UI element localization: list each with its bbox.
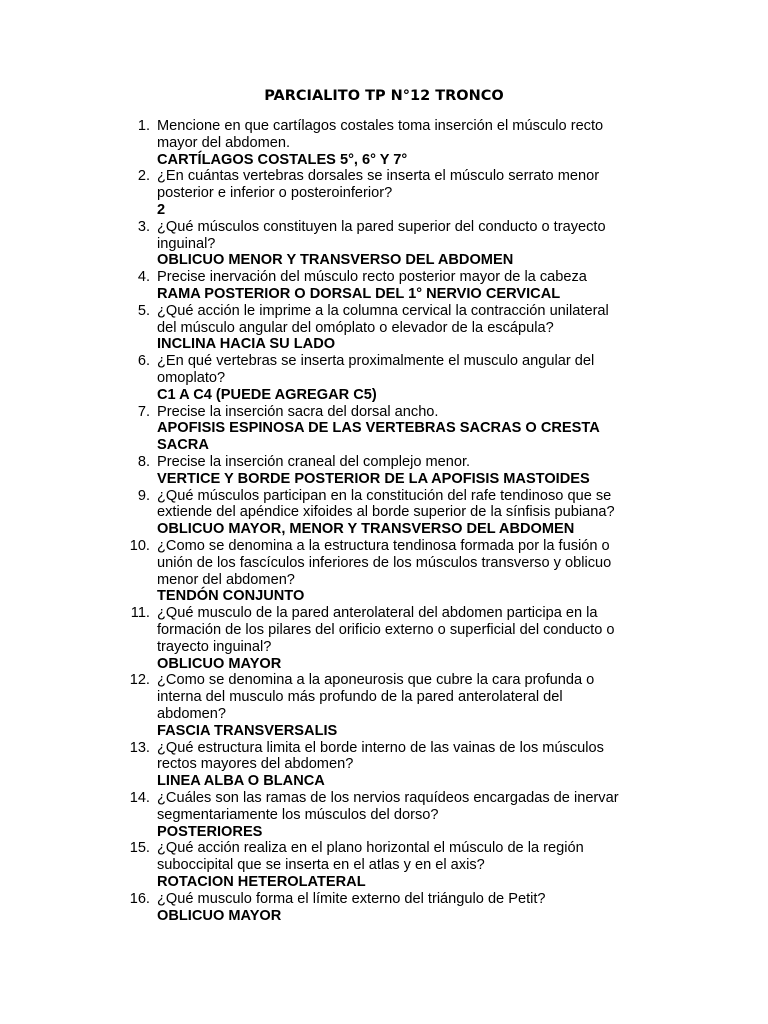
item-body xyxy=(157,168,657,218)
question-text: unión de los fascículos inferiores de los músculos transverso y oblicuo xyxy=(157,554,612,571)
answer-text: SACRA xyxy=(157,437,209,454)
item-number: 7. xyxy=(137,403,150,420)
question-text: ¿Cuáles son las ramas de los nervios raquídeos encargadas de inervar xyxy=(157,790,619,806)
question-text: ¿En qué vertebras se inserta proximalmente el musculo angular del xyxy=(157,353,595,370)
item-number: 13. xyxy=(129,739,150,756)
item-body xyxy=(157,219,657,269)
question-text: del músculo angular del omóplato o elevador de la escápula? xyxy=(157,319,554,336)
item-number: 10. xyxy=(129,538,150,554)
question-text: Precise la inserción craneal del complejo menor. xyxy=(157,454,471,470)
item-number: 16. xyxy=(129,890,150,907)
item-number: 8. xyxy=(137,454,150,470)
question-text: ¿Qué musculo de la pared anterolateral del abdomen participa en la xyxy=(157,605,598,622)
item-body xyxy=(157,303,657,353)
question-text: abdomen? xyxy=(157,705,226,722)
item-number: 4. xyxy=(137,269,150,286)
item-number: 3. xyxy=(137,218,150,235)
item-body xyxy=(157,118,657,168)
question-text: inguinal? xyxy=(157,235,216,252)
question-text: suboccipital que se inserta en el atlas y en el axis? xyxy=(157,857,485,874)
question-text: trayecto inguinal? xyxy=(157,638,272,655)
question-text: Precise inervación del músculo recto posterior mayor de la cabeza xyxy=(157,269,587,286)
answer-text: OBLICUO MAYOR xyxy=(157,907,282,924)
answer-text: APOFISIS ESPINOSA DE LAS VERTEBRAS SACRAS O CRESTA xyxy=(157,420,600,437)
question-text: omoplato? xyxy=(157,369,226,386)
question-text: ¿Qué musculo forma el límite externo del triángulo de Petit? xyxy=(157,890,546,907)
question-text: ¿Qué acción realiza en el plano horizontal el músculo de la región xyxy=(157,840,584,857)
question-text: ¿Como se denomina a la estructura tendinosa formada por la fusión o xyxy=(157,538,610,554)
answer-text: 2 xyxy=(157,201,166,218)
item-body xyxy=(157,840,657,890)
item-body xyxy=(157,454,657,488)
item-body xyxy=(157,891,657,925)
item-number: 11. xyxy=(130,605,150,622)
page-title: PARCIALITO TP N°12 TRONCO xyxy=(264,88,504,104)
question-text: formación de los pilares del orificio externo o superficial del conducto o xyxy=(157,621,615,638)
question-text: rectos mayores del abdomen? xyxy=(157,756,354,773)
question-text: interna del musculo más profundo de la pared anterolateral del xyxy=(157,689,563,706)
answer-text: OBLICUO MAYOR xyxy=(157,655,282,672)
item-body xyxy=(157,269,657,303)
question-text: Mencione en que cartílagos costales toma inserción el músculo recto xyxy=(157,118,604,134)
answer-text: TENDÓN CONJUNTO xyxy=(157,588,305,605)
answer-text: POSTERIORES xyxy=(157,823,263,840)
question-text: Precise la inserción sacra del dorsal ancho. xyxy=(157,403,439,420)
answer-text: FASCIA TRANSVERSALIS xyxy=(157,722,338,739)
answer-text: LINEA ALBA O BLANCA xyxy=(157,773,325,790)
question-text: ¿Qué acción le imprime a la columna cervical la contracción unilateral xyxy=(157,302,609,319)
item-number: 9. xyxy=(137,487,150,504)
item-number: 6. xyxy=(137,353,150,370)
item-body xyxy=(157,488,657,538)
item-number: 12. xyxy=(129,672,150,689)
answer-text: CARTÍLAGOS COSTALES 5°, 6° Y 7° xyxy=(157,151,408,168)
question-text: ¿Como se denomina a la aponeurosis que cubre la cara profunda o xyxy=(157,672,595,689)
item-body xyxy=(157,605,657,672)
question-text: ¿En cuántas vertebras dorsales se inserta el músculo serrato menor xyxy=(157,168,600,185)
answer-text: ROTACION HETEROLATERAL xyxy=(157,873,366,890)
item-body xyxy=(157,353,657,403)
answer-text: INCLINA HACIA SU LADO xyxy=(157,336,336,353)
question-text: ¿Qué estructura limita el borde interno de las vainas de los músculos xyxy=(157,739,604,756)
answer-text: RAMA POSTERIOR O DORSAL DEL 1° NERVIO CERVICAL xyxy=(157,285,561,302)
question-text: ¿Qué músculos constituyen la pared superior del conducto o trayecto xyxy=(157,218,606,235)
question-text: menor del abdomen? xyxy=(157,571,295,588)
item-body xyxy=(157,538,657,605)
answer-text: C1 A C4 (PUEDE AGREGAR C5) xyxy=(157,386,377,403)
item-body xyxy=(157,740,657,790)
answer-text: OBLICUO MENOR Y TRANSVERSO DEL ABDOMEN xyxy=(157,252,514,269)
answer-text: VERTICE Y BORDE POSTERIOR DE LA APOFISIS MASTOIDES xyxy=(157,470,590,487)
question-text: posterior e inferior o posteroinferior? xyxy=(157,185,393,202)
question-text: extiende del apéndice xifoides al borde superior de la sínfisis pubiana? xyxy=(157,504,615,521)
item-body xyxy=(157,672,657,739)
item-number: 1. xyxy=(137,118,150,134)
item-body xyxy=(157,404,657,454)
item-body xyxy=(157,790,657,840)
question-text: mayor del abdomen. xyxy=(157,134,291,151)
item-number: 2. xyxy=(137,168,150,185)
item-number: 14. xyxy=(129,790,150,806)
question-text: segmentariamente los músculos del dorso? xyxy=(157,806,439,823)
question-text: ¿Qué músculos participan en la constitución del rafe tendinoso que se xyxy=(157,487,612,504)
item-number: 5. xyxy=(137,302,150,319)
answer-text: OBLICUO MAYOR, MENOR Y TRANSVERSO DEL ABDOMEN xyxy=(157,521,575,538)
item-number: 15. xyxy=(129,840,150,857)
